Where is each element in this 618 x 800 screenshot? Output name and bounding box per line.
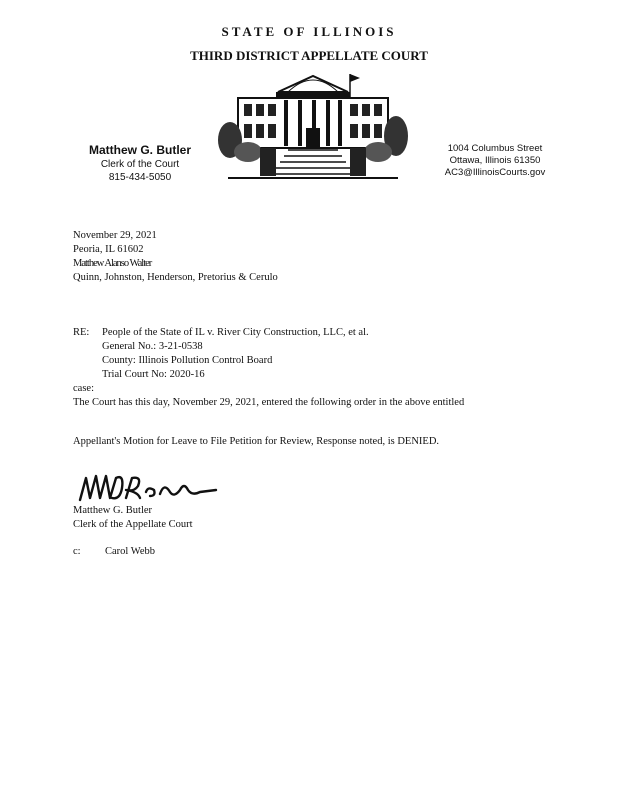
cc-label: c: bbox=[73, 546, 81, 557]
trial-court-number: Trial Court No: 2020-16 bbox=[102, 369, 205, 380]
court-address bbox=[432, 143, 558, 179]
closing-name: Matthew G. Butler bbox=[73, 505, 153, 516]
state-heading: STATE OF ILLINOIS bbox=[221, 24, 397, 39]
court-email: AC3@IllinoisCourts.gov bbox=[444, 167, 546, 178]
clerk-phone: 815-434-5050 bbox=[108, 172, 172, 183]
case-label: case: bbox=[73, 383, 94, 394]
court-heading: THIRD DISTRICT APPELLATE COURT bbox=[190, 48, 428, 63]
law-firm: Quinn, Johnston, Henderson, Pretorius & Cerulo bbox=[73, 272, 278, 283]
general-number: General No.: 3-21-0538 bbox=[102, 341, 203, 352]
overlapping-address-line: Matthew Alanso Walter bbox=[73, 258, 152, 269]
clerk-name: Matthew G. Butler bbox=[88, 143, 191, 157]
letter-date: November 29, 2021 bbox=[73, 230, 157, 241]
case-caption: People of the State of IL v. River City Construction, LLC, et al. bbox=[102, 327, 369, 338]
re-label: RE: bbox=[73, 327, 90, 338]
cc-name: Carol Webb bbox=[105, 546, 155, 557]
clerk-info bbox=[70, 143, 210, 183]
order-intro: The Court has this day, November 29, 2021, entered the following order in the above entitled bbox=[73, 397, 465, 408]
letter-city: Peoria, IL 61602 bbox=[73, 244, 144, 255]
courthouse-illustration bbox=[218, 70, 408, 187]
address-line-1: 1004 Columbus Street bbox=[447, 143, 543, 154]
order-text: Appellant's Motion for Leave to File Petition for Review, Response noted, is DENIED. bbox=[73, 436, 440, 447]
address-line-2: Ottawa, Illinois 61350 bbox=[449, 155, 541, 166]
closing-title: Clerk of the Appellate Court bbox=[73, 519, 193, 530]
county: County: Illinois Pollution Control Board bbox=[102, 355, 273, 366]
clerk-title: Clerk of the Court bbox=[100, 159, 180, 170]
